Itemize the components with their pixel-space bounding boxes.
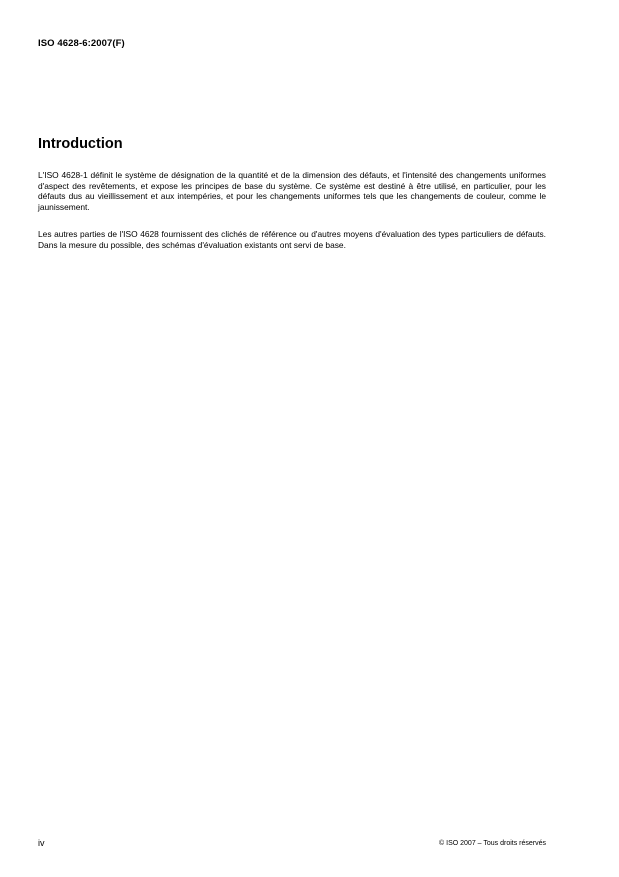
document-header-id: ISO 4628-6:2007(F) xyxy=(38,38,125,49)
introduction-paragraph-1: L'ISO 4628-1 définit le système de désignation de la quantité et de la dimension des défauts, et l'intensité des changements uniformes d'aspect des revêtements, et expose les principes de base du système. Ce système est destiné à être utilisé, en particulier, pour les défauts dus au vieillissement et aux intempéries, et pour les changements uniformes tels que les changements de couleur, comme le jaunissement. xyxy=(38,170,546,212)
section-title: Introduction xyxy=(38,136,123,152)
introduction-paragraph-2: Les autres parties de l'ISO 4628 fournissent des clichés de référence ou d'autres moyens d'évaluation des types particuliers de défauts. Dans la mesure du possible, des schémas d'évaluation existants ont servi de base. xyxy=(38,229,546,250)
page-number: iv xyxy=(38,838,45,848)
copyright-notice: © ISO 2007 – Tous droits réservés xyxy=(439,840,546,847)
